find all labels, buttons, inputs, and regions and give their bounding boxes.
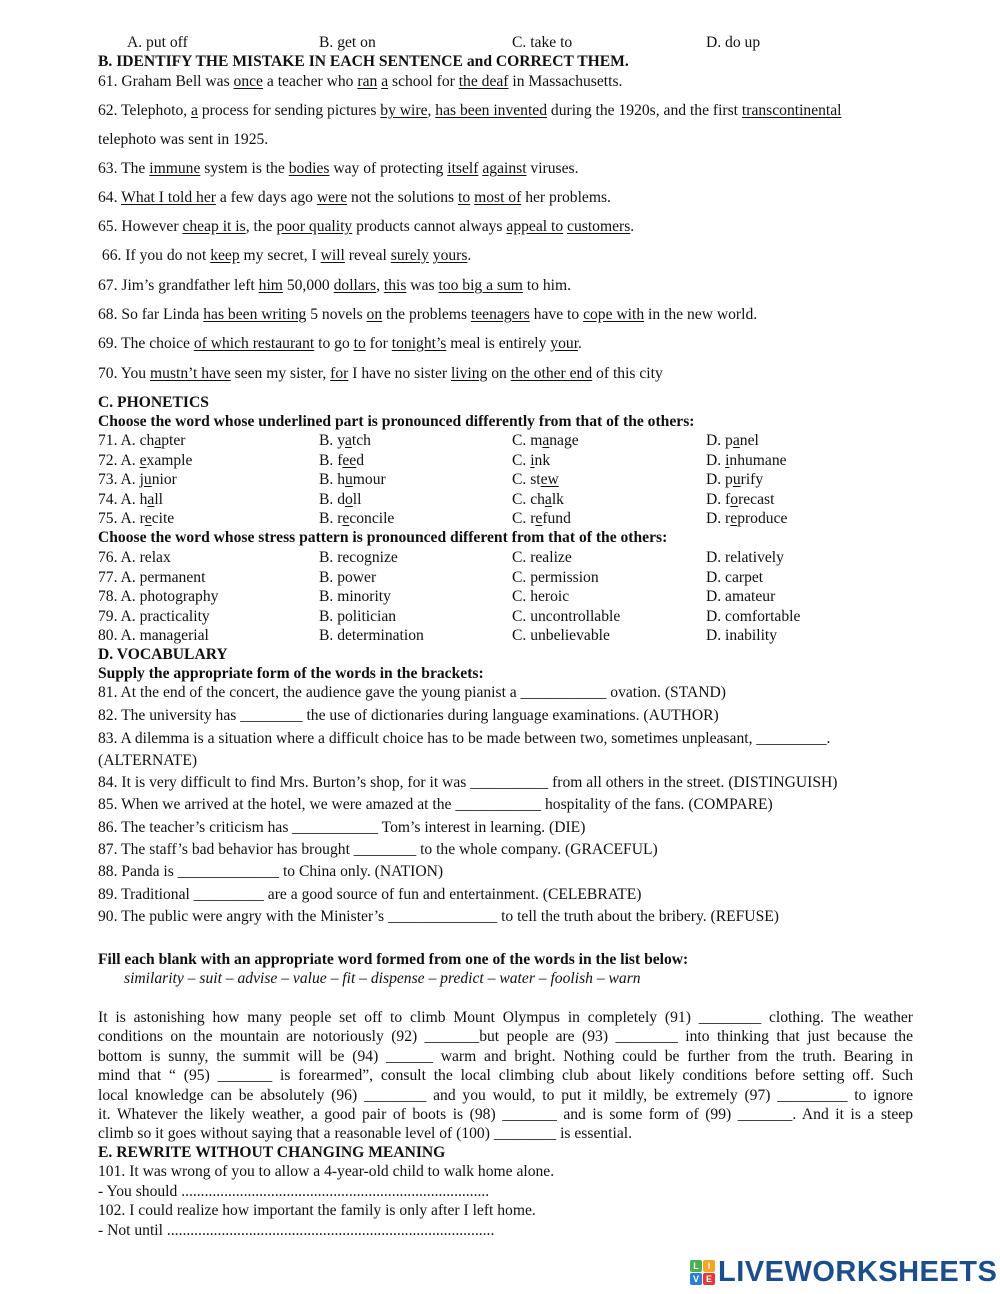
phonetics-option	[98, 491, 163, 509]
text-part: to go	[314, 335, 354, 352]
text-part: D.	[706, 451, 726, 469]
text-part: nk	[534, 451, 551, 469]
underlined-part: i	[530, 451, 535, 469]
underlined-part: of which restaurant	[193, 335, 315, 352]
underlined-part: a	[154, 432, 162, 449]
text-part: nior	[151, 471, 177, 488]
vocabulary-item: 90. The public were angry with the Minister’s ______________ to tell the truth about the bribery. (REFUSE)	[98, 908, 779, 925]
underlined-part: transcontinental	[741, 102, 842, 119]
underlined-part: too big a sum	[438, 277, 523, 294]
phonetics-option	[98, 432, 185, 450]
stress-option: B. recognize	[319, 549, 398, 566]
phonetics-option	[98, 510, 174, 528]
text-part: , the	[245, 218, 277, 235]
underlined-part: on	[366, 306, 383, 323]
stress-option: 76. A. relax	[98, 549, 171, 566]
underlined-part: poor quality	[276, 218, 353, 235]
text-part: 5 novels	[306, 306, 367, 323]
text-part: 64.	[98, 189, 122, 206]
underlined-part: u	[732, 471, 741, 488]
passage-line: conditions on the mountain are notoriously (92) _______but people are (93) ________ into thinking that just because the	[98, 1028, 913, 1046]
text-part: my secret, I	[239, 247, 321, 264]
stress-option: D. carpet	[706, 568, 764, 586]
underlined-part: a	[381, 73, 389, 90]
text-part: rify	[740, 471, 764, 488]
text-part: 63. The	[98, 160, 150, 177]
stress-option: C. permission	[512, 568, 599, 586]
rewrite-prompt: 101. It was wrong of you to allow a 4-year-old child to walk home alone.	[98, 1163, 555, 1180]
text-part: seen my sister,	[230, 365, 331, 382]
underlined-part: by wire	[380, 102, 428, 119]
underlined-part: e	[535, 510, 543, 527]
text-part: C.	[512, 451, 531, 469]
text-part: 75. A. r	[98, 510, 145, 527]
vocabulary-item: 81. At the end of the concert, the audience gave the young pianist a ___________ ovation. (STAND)	[98, 684, 726, 701]
mistake-sentence	[98, 160, 579, 178]
underlined-part: tonight’s	[391, 335, 447, 352]
phonetics-option	[98, 452, 192, 470]
stress-option: C. realize	[512, 549, 572, 566]
passage-line: It is astonishing how many people set off to climb Mount Olympus in completely (91) ________ clothing. The weather	[98, 1009, 913, 1026]
phonetics-option	[319, 452, 364, 470]
text-part: 65. However	[98, 218, 183, 235]
underlined-part: dollars	[333, 277, 377, 294]
section-e-title: E. REWRITE WITHOUT CHANGING MEANING	[98, 1144, 446, 1161]
phonetics-option	[706, 432, 759, 450]
vocabulary-item: 89. Traditional _________ are a good source of fun and entertainment. (CELEBRATE)	[98, 886, 642, 903]
underlined-part: to	[458, 189, 471, 206]
phonetics-option	[706, 510, 787, 528]
underlined-part: yours	[432, 247, 468, 264]
stress-option: C. unbelievable	[512, 627, 610, 644]
underlined-part: i	[725, 451, 730, 469]
text-part: a teacher who	[262, 73, 358, 90]
text-part: meal is entirely	[446, 335, 551, 352]
underlined-part: a	[544, 490, 552, 508]
underlined-part: the deaf	[458, 73, 509, 90]
underlined-part: mustn’t have	[150, 365, 231, 382]
underlined-part: e	[342, 510, 350, 527]
underlined-part: immune	[149, 160, 201, 177]
text-part: 66. If you do not	[98, 247, 211, 264]
text-part: 50,000	[282, 277, 334, 294]
text-part: xample	[146, 451, 193, 469]
underlined-part: for	[330, 365, 349, 382]
text-part: cite	[151, 510, 175, 527]
text-part: .	[467, 247, 472, 264]
section-d-title: D. VOCABULARY	[98, 646, 228, 663]
passage-line: climb so it goes without saying that a reasonable level of (100) ________ is essential.	[98, 1125, 632, 1143]
option-a: A. put off	[127, 34, 188, 51]
stress-option: D. amateur	[706, 588, 776, 605]
stress-option: C. uncontrollable	[512, 607, 621, 625]
underlined-part: e	[144, 510, 152, 527]
text-part: school for	[388, 73, 459, 90]
text-part: .	[630, 218, 635, 235]
mistake-sentence	[98, 218, 634, 236]
mistake-sentence	[98, 277, 571, 295]
text-part: tch	[351, 432, 371, 449]
text-part: 67. Jim’s grandfather left	[98, 277, 259, 294]
mistake-sentence	[98, 247, 471, 265]
passage-line: mind that “ (95) _______ is forearmed”, consult the local climbing club about likely conditions before setting off. Such	[98, 1067, 913, 1085]
logo-letter: I	[703, 1260, 715, 1272]
text-part: mour	[352, 471, 386, 488]
logo-letter: L	[690, 1260, 702, 1272]
stress-option: B. minority	[319, 588, 391, 605]
text-part: C. m	[512, 432, 543, 449]
stress-option: 80. A. managerial	[98, 627, 209, 644]
text-part: ll	[352, 490, 362, 508]
passage-line: bottom is sunny, the summit will be (94) ______ warm and bright. Nothing could be further from the truth. Bearing in	[98, 1047, 913, 1065]
text-part: .	[578, 335, 582, 352]
underlined-part: keep	[210, 247, 240, 264]
underlined-part: customers	[567, 218, 631, 235]
text-part: recast	[738, 490, 775, 508]
mistake-sentence	[98, 365, 663, 383]
vocabulary-item: 88. Panda is _____________ to China only. (NATION)	[98, 863, 444, 880]
underlined-part: a	[732, 432, 740, 449]
stress-option: 78. A. photography	[98, 588, 219, 605]
stress-option: D. inability	[706, 627, 778, 644]
word-list: similarity – suit – advise – value – fit – dispense – predict – water – foolish – warn	[124, 970, 641, 987]
underlined-part: a	[147, 490, 155, 508]
text-part: lk	[551, 490, 564, 508]
mistake-sentence	[98, 102, 842, 120]
underlined-part: surely	[390, 247, 429, 264]
text-part: pter	[161, 432, 186, 449]
stress-option: D. relatively	[706, 549, 784, 566]
rewrite-answer-line: - You should ...............................................................................	[98, 1182, 490, 1200]
stress-option: C. heroic	[512, 588, 570, 605]
text-part: B. r	[319, 510, 343, 527]
text-part: nel	[739, 432, 759, 449]
text-part: process for sending pictures	[197, 102, 381, 119]
text-part: concile	[349, 510, 395, 527]
text-part: D. f	[706, 490, 731, 508]
underlined-part: living	[450, 365, 488, 382]
vocabulary-item: (ALTERNATE)	[98, 752, 198, 769]
underlined-part: ran	[357, 73, 378, 90]
text-part: C. st	[512, 471, 541, 488]
text-part: fund	[542, 510, 571, 527]
stress-option: B. power	[319, 568, 377, 586]
vocabulary-instruction: Supply the appropriate form of the words in the brackets:	[98, 665, 484, 682]
passage-line: local knowledge can be absolutely (96) ________ and you would, to put it mildly, be extremely (97) _________ to ignore	[98, 1086, 913, 1104]
vocabulary-item: 82. The university has ________ the use of dictionaries during language examinations. (AUTHOR)	[98, 707, 719, 724]
stress-option: 77. A. permanent	[98, 568, 206, 586]
logo-text: LIVEWORKSHEETS	[718, 1256, 998, 1288]
mistake-sentence	[98, 131, 268, 149]
text-part: telephoto was sent in 1925.	[98, 131, 269, 148]
text-part: have to	[529, 306, 584, 323]
underlined-part: bodies	[288, 160, 330, 177]
phonetics-option	[706, 471, 763, 489]
underlined-part: has been writing	[203, 306, 307, 323]
text-part: 74. A. h	[98, 490, 148, 508]
phonetics-option	[512, 452, 550, 470]
phonetics-option	[319, 510, 394, 528]
text-part: B. f	[319, 451, 343, 469]
text-part: the problems	[382, 306, 471, 323]
text-part: nage	[549, 432, 579, 449]
text-part: viruses.	[526, 160, 579, 177]
text-part: 62. Telephoto,	[98, 102, 192, 119]
option-d: D. do up	[706, 34, 761, 51]
text-part: ,	[376, 277, 384, 294]
underlined-part: him	[258, 277, 283, 294]
vocabulary-item: 86. The teacher’s criticism has ___________ Tom’s interest in learning. (DIE)	[98, 819, 586, 836]
text-part: in Massachusetts.	[508, 73, 623, 90]
underlined-part: this	[383, 277, 407, 294]
text-part: B. h	[319, 471, 345, 488]
section-b-title: B. IDENTIFY THE MISTAKE IN EACH SENTENCE and CORRECT THEM.	[98, 53, 629, 70]
phonetics-option	[706, 452, 787, 470]
stress-option: B. determination	[319, 627, 424, 644]
text-part: products cannot always	[352, 218, 507, 235]
rewrite-answer-line: - Not until ....................................................................................	[98, 1221, 495, 1239]
phonetics-option	[98, 471, 177, 489]
mistake-sentence	[98, 189, 611, 207]
phonetics-option	[512, 491, 564, 509]
text-part: a few days ago	[215, 189, 317, 206]
text-part: ,	[427, 102, 436, 119]
text-part: reveal	[344, 247, 391, 264]
underlined-part: a	[191, 102, 198, 119]
underlined-part: your	[550, 335, 579, 352]
text-part: was	[406, 277, 439, 294]
underlined-part: cheap it is	[182, 218, 246, 235]
text-part: during the 1920s, and the first	[547, 102, 742, 119]
underlined-part: ee	[342, 451, 357, 469]
text-part: produce	[737, 510, 788, 527]
text-part: her problems.	[521, 189, 611, 206]
logo-letter: E	[703, 1273, 715, 1285]
text-part: nhumane	[729, 451, 787, 469]
option-b: B. get on	[319, 34, 376, 51]
liveworksheets-logo	[690, 1256, 997, 1289]
text-part: 69. The choice	[98, 335, 194, 352]
text-part: 61. Graham Bell was	[98, 73, 234, 90]
stress-option: D. comfortable	[706, 607, 801, 625]
underlined-part: e	[139, 451, 147, 469]
underlined-part: were	[316, 189, 348, 206]
mistake-sentence	[98, 73, 622, 91]
text-part: of this city	[592, 365, 663, 382]
vocabulary-item: 83. A dilemma is a situation where a difficult choice has to be made between two, sometimes unpleasant, _________.	[98, 730, 831, 747]
option-c: C. take to	[512, 34, 573, 51]
text-part: 73. A. j	[98, 471, 144, 488]
phonetics-option	[512, 432, 579, 450]
mistake-sentence	[98, 335, 582, 353]
underlined-part: ew	[540, 471, 559, 488]
underlined-part: appeal to	[506, 218, 564, 235]
text-part: d	[356, 451, 365, 469]
phonetics-option	[706, 491, 774, 509]
underlined-part: a	[345, 432, 352, 449]
text-part: B. d	[319, 490, 345, 508]
mistake-sentence	[98, 306, 757, 324]
underlined-part: once	[233, 73, 263, 90]
text-part: way of protecting	[329, 160, 448, 177]
underlined-part: What I told her	[121, 189, 216, 206]
vocabulary-item: 87. The staff’s bad behavior has brought ________ to the whole company. (GRACEFUL)	[98, 841, 658, 858]
phonetics-instruction: Choose the word whose underlined part is pronounced differently from that of the others:	[98, 413, 695, 430]
underlined-part: against	[482, 160, 527, 177]
text-part: ll	[154, 490, 163, 508]
underlined-part: cope with	[583, 306, 645, 323]
phonetics-option	[319, 471, 386, 489]
section-c-title: C. PHONETICS	[98, 394, 209, 411]
phonetics-option	[319, 432, 371, 450]
underlined-part: u	[345, 471, 353, 488]
text-part: not the solutions	[347, 189, 459, 206]
text-part: system is the	[200, 160, 289, 177]
phonetics-option	[512, 471, 559, 489]
text-part: for	[365, 335, 392, 352]
stress-option: 79. A. practicality	[98, 607, 210, 625]
text-part: C. ch	[512, 490, 545, 508]
text-part: to him.	[522, 277, 572, 294]
underlined-part: o	[730, 490, 739, 508]
phonetics-option	[512, 510, 571, 528]
underlined-part: o	[345, 490, 353, 508]
fill-instruction: Fill each blank with an appropriate word formed from one of the words in the list below:	[98, 951, 689, 968]
underlined-part: the other end	[510, 365, 593, 382]
vocabulary-item: 84. It is very difficult to find Mrs. Burton’s shop, for it was __________ from all others in the street. (DISTINGUISH)	[98, 774, 838, 791]
vocabulary-item: 85. When we arrived at the hotel, we were amazed at the ___________ hospitality of the fans. (COMPARE)	[98, 796, 773, 813]
stress-instruction: Choose the word whose stress pattern is pronounced different from that of the others:	[98, 529, 668, 546]
underlined-part: will	[320, 247, 345, 264]
text-part: on	[487, 365, 511, 382]
text-part: 70. You	[98, 365, 151, 382]
rewrite-prompt: 102. I could realize how important the family is only after I left home.	[98, 1202, 536, 1219]
underlined-part: teenagers	[470, 306, 530, 323]
underlined-part: most of	[474, 189, 522, 206]
underlined-part: has been invented	[435, 102, 548, 119]
logo-letter: V	[690, 1273, 702, 1285]
stress-option: B. politician	[319, 607, 397, 625]
text-part: D. r	[706, 510, 731, 527]
underlined-part: to	[353, 335, 366, 352]
text-part: 71. A. ch	[98, 432, 155, 449]
text-part: C. r	[512, 510, 536, 527]
text-part: 72. A.	[98, 451, 140, 469]
text-part: D. p	[706, 432, 733, 449]
text-part: I have no sister	[348, 365, 451, 382]
underlined-part: itself	[447, 160, 479, 177]
text-part: D. p	[706, 471, 733, 488]
text-part: in the new world.	[644, 306, 758, 323]
logo-mark-icon	[690, 1260, 715, 1285]
passage-line: it. Whatever the likely weather, a good pair of boots is (98) _______ and is some form of (99) _______. And it is a steep	[98, 1106, 913, 1123]
text-part: B. y	[319, 432, 345, 449]
underlined-part: a	[542, 432, 550, 449]
phonetics-option	[319, 491, 361, 509]
underlined-part: u	[143, 471, 152, 488]
underlined-part: e	[730, 510, 738, 527]
text-part: 68. So far Linda	[98, 306, 204, 323]
